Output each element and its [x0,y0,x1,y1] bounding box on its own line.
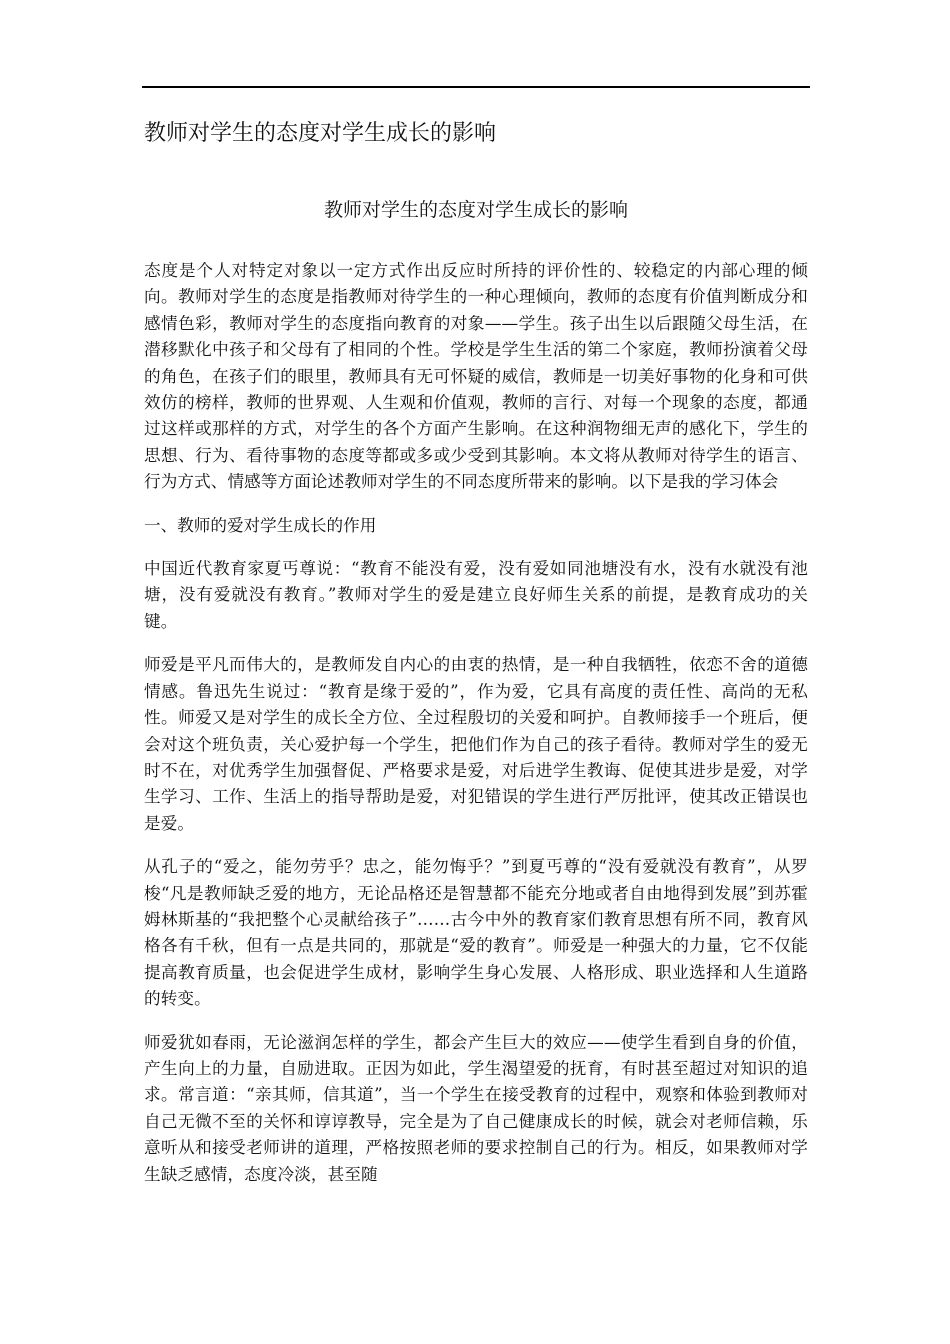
body-paragraph-4: 师爱犹如春雨，无论滋润怎样的学生，都会产生巨大的效应——使学生看到自身的价值，产生向上的力量，自励进取。正因为如此，学生渴望爱的抚育，有时甚至超过对知识的追求。常言道：“亲其师，信其道”，当一个学生在接受教育的过程中，观察和体验到教师对自己无微不至的关怀和谆谆教导，完全是为了自己健康成长的时候，就会对老师信赖，乐意听从和接受老师讲的道理，严格按照老师的要求控制自己的行为。相反，如果教师对学生缺乏感情，态度冷淡，甚至随 [144,1032,808,1184]
body-paragraph-3: 从孔子的“爱之，能勿劳乎？忠之，能勿悔乎？”到夏丐尊的“没有爱就没有教育”，从罗梭“凡是教师缺乏爱的地方，无论品格还是智慧都不能充分地或者自由地得到发展”到苏霍姆林斯基的“我把整个心灵献给孩子”……古今中外的教育家们教育思想有所不同，教育风格各有千秋，但有一点是共同的，那就是“爱的教育”。师爱是一种强大的力量，它不仅能提高教育质量，也会促进学生成材，影响学生身心发展、人格形成、职业选择和人生道路的转变。 [144,857,808,1009]
article-body [144,258,808,1205]
intro-paragraph: 态度是个人对特定对象以一定方式作出反应时所持的评价性的、较稳定的内部心理的倾向。教师对学生的态度是指教师对待学生的一种心理倾向，教师的态度有价值判断成分和感情色彩，教师对学生的态度指向教育的对象——学生。孩子出生以后跟随父母生活，在潜移默化中孩子和父母有了相同的个性。学校是学生生活的第二个家庭，教师扮演着父母的角色，在孩子们的眼里，教师具有无可怀疑的威信，教师是一切美好事物的化身和可供效仿的榜样，教师的世界观、人生观和价值观，教师的言行、对每一个现象的态度，都通过这样或那样的方式，对学生的各个方面产生影响。在这种润物细无声的感化下，学生的思想、行为、看待事物的态度等都或多或少受到其影响。本文将从教师对待学生的语言、行为方式、情感等方面论述教师对学生的不同态度所带来的影响。以下是我的学习体会 [144,261,808,492]
article-title: 教师对学生的态度对学生成长的影响 [323,199,628,221]
header-rule [142,86,810,88]
document-title: 教师对学生的态度对学生成长的影响 [144,121,497,146]
body-paragraph-2: 师爱是平凡而伟大的，是教师发自内心的由衷的热情，是一种自我牺牲，依恋不舍的道德情感。鲁迅先生说过：“教育是缘于爱的”，作为爱，它具有高度的责任性、高尚的无私性。师爱又是对学生的成长全方位、全过程殷切的关爱和呵护。自教师接手一个班后，便会对这个班负责，关心爱护每一个学生，把他们作为自己的孩子看待。教师对学生的爱无时不在，对优秀学生加强督促、严格要求是爱，对后进学生教诲、促使其进步是爱，对学生学习、工作、生活上的指导帮助是爱，对犯错误的学生进行严厉批评，使其改正错误也是爱。 [144,655,808,833]
section-heading: 一、教师的爱对学生成长的作用 [144,515,377,535]
body-paragraph-1: 中国近代教育家夏丐尊说：“教育不能没有爱，没有爱如同池塘没有水，没有水就没有池塘，没有爱就没有教育。”教师对学生的爱是建立良好师生关系的前提，是教育成功的关键。 [144,559,808,631]
